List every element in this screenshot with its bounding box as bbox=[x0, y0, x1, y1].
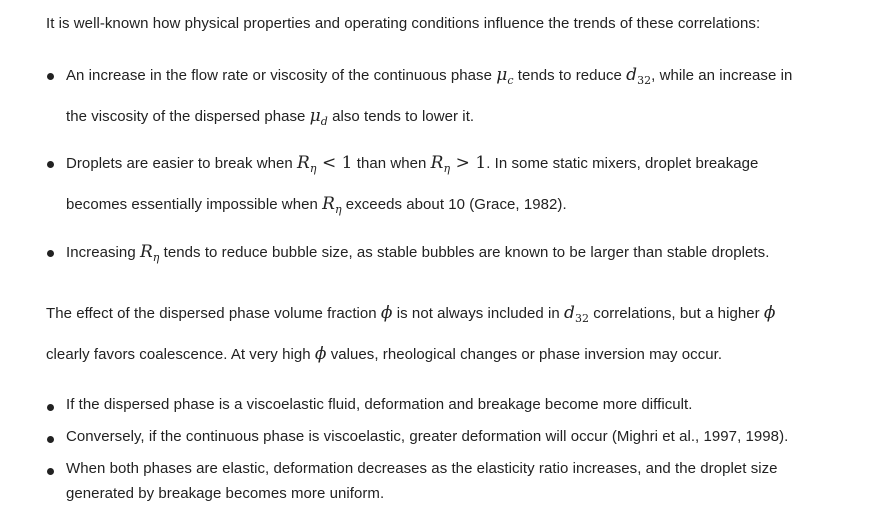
text-segment: the viscosity of the dispersed phase bbox=[66, 108, 310, 125]
math-base: μ bbox=[309, 106, 321, 126]
bullet-marker bbox=[47, 468, 54, 475]
math-base: R bbox=[322, 194, 335, 214]
math-base: R bbox=[296, 153, 310, 173]
list-item-flow-rate-line1 bbox=[66, 65, 866, 87]
math-subscript: η bbox=[152, 251, 160, 264]
math-r-eta bbox=[297, 153, 317, 173]
bullet-marker bbox=[47, 250, 54, 257]
bullet-marker bbox=[47, 436, 54, 443]
list-item-droplets-line1 bbox=[66, 153, 866, 175]
math-r-eta bbox=[322, 194, 342, 214]
list-item-viscoelastic-dispersed: If the dispersed phase is a viscoelastic fluid, deformation and breakage become more difficult. bbox=[66, 396, 693, 413]
math-mu-d bbox=[310, 106, 328, 126]
list-item-elastic-phases-line1: When both phases are elastic, deformation decreases as the elasticity ratio increases, and the droplet size bbox=[66, 460, 778, 477]
text-segment: is not always included in bbox=[392, 305, 565, 322]
text-segment: than when bbox=[352, 155, 431, 172]
text-segment: Increasing bbox=[66, 244, 140, 261]
math-phi: ϕ bbox=[314, 344, 327, 364]
text-segment: tends to reduce bbox=[513, 67, 627, 84]
text-segment: The effect of the dispersed phase volume fraction bbox=[46, 305, 381, 322]
text-segment: . In some static mixers, droplet breakage bbox=[486, 155, 759, 172]
text-segment: exceeds about 10 (Grace, 1982). bbox=[341, 196, 567, 213]
text-segment: , while an increase in bbox=[651, 67, 793, 84]
math-d32 bbox=[626, 65, 651, 85]
math-r-eta bbox=[140, 242, 160, 262]
list-item-viscoelastic-continuous: Conversely, if the continuous phase is viscoelastic, greater deformation will occur (Mighri et al., 1997, 1998). bbox=[66, 428, 789, 445]
math-phi: ϕ bbox=[380, 303, 393, 323]
math-subscript: η bbox=[443, 162, 451, 175]
math-mu-c bbox=[496, 65, 513, 85]
text-segment: becomes essentially impossible when bbox=[66, 196, 323, 213]
text-segment: An increase in the flow rate or viscosity of the continuous phase bbox=[66, 67, 497, 84]
math-subscript: η bbox=[334, 203, 342, 216]
math-d32 bbox=[564, 303, 589, 323]
text-segment: clearly favors coalescence. At very high bbox=[46, 346, 315, 363]
math-subscript: c bbox=[507, 74, 514, 87]
math-subscript: 32 bbox=[574, 312, 590, 325]
text-segment: correlations, but a higher bbox=[589, 305, 764, 322]
paragraph-volume-fraction-line1 bbox=[46, 303, 866, 325]
bullet-marker bbox=[47, 73, 54, 80]
math-r-eta bbox=[431, 153, 451, 173]
text-segment: values, rheological changes or phase inversion may occur. bbox=[326, 346, 723, 363]
text-segment: tends to reduce bubble size, as stable bubbles are known to be larger than stable droplets. bbox=[159, 244, 770, 261]
paragraph-volume-fraction-line2 bbox=[46, 344, 866, 364]
intro-paragraph: It is well-known how physical properties and operating conditions influence the trends of these correlations: bbox=[46, 15, 761, 32]
math-relation: < 1 bbox=[316, 153, 353, 173]
bullet-marker bbox=[47, 161, 54, 168]
list-item-elastic-phases-line2: generated by breakage becomes more uniform. bbox=[66, 485, 385, 502]
bullet-marker bbox=[47, 404, 54, 411]
list-item-droplets-line2 bbox=[66, 194, 866, 216]
math-subscript: η bbox=[309, 162, 317, 175]
math-subscript: 32 bbox=[637, 74, 652, 87]
math-subscript: d bbox=[320, 115, 328, 128]
math-relation: > 1 bbox=[450, 153, 487, 173]
math-phi: ϕ bbox=[763, 303, 776, 323]
list-item-flow-rate-line2 bbox=[66, 106, 866, 128]
text-segment: Droplets are easier to break when bbox=[66, 155, 297, 172]
math-base: μ bbox=[496, 65, 508, 85]
math-base: R bbox=[430, 153, 444, 173]
list-item-bubble-size bbox=[66, 242, 866, 264]
math-base: d bbox=[626, 65, 638, 85]
math-base: R bbox=[139, 242, 153, 262]
math-base: d bbox=[564, 303, 575, 323]
text-segment: also tends to lower it. bbox=[327, 108, 475, 125]
